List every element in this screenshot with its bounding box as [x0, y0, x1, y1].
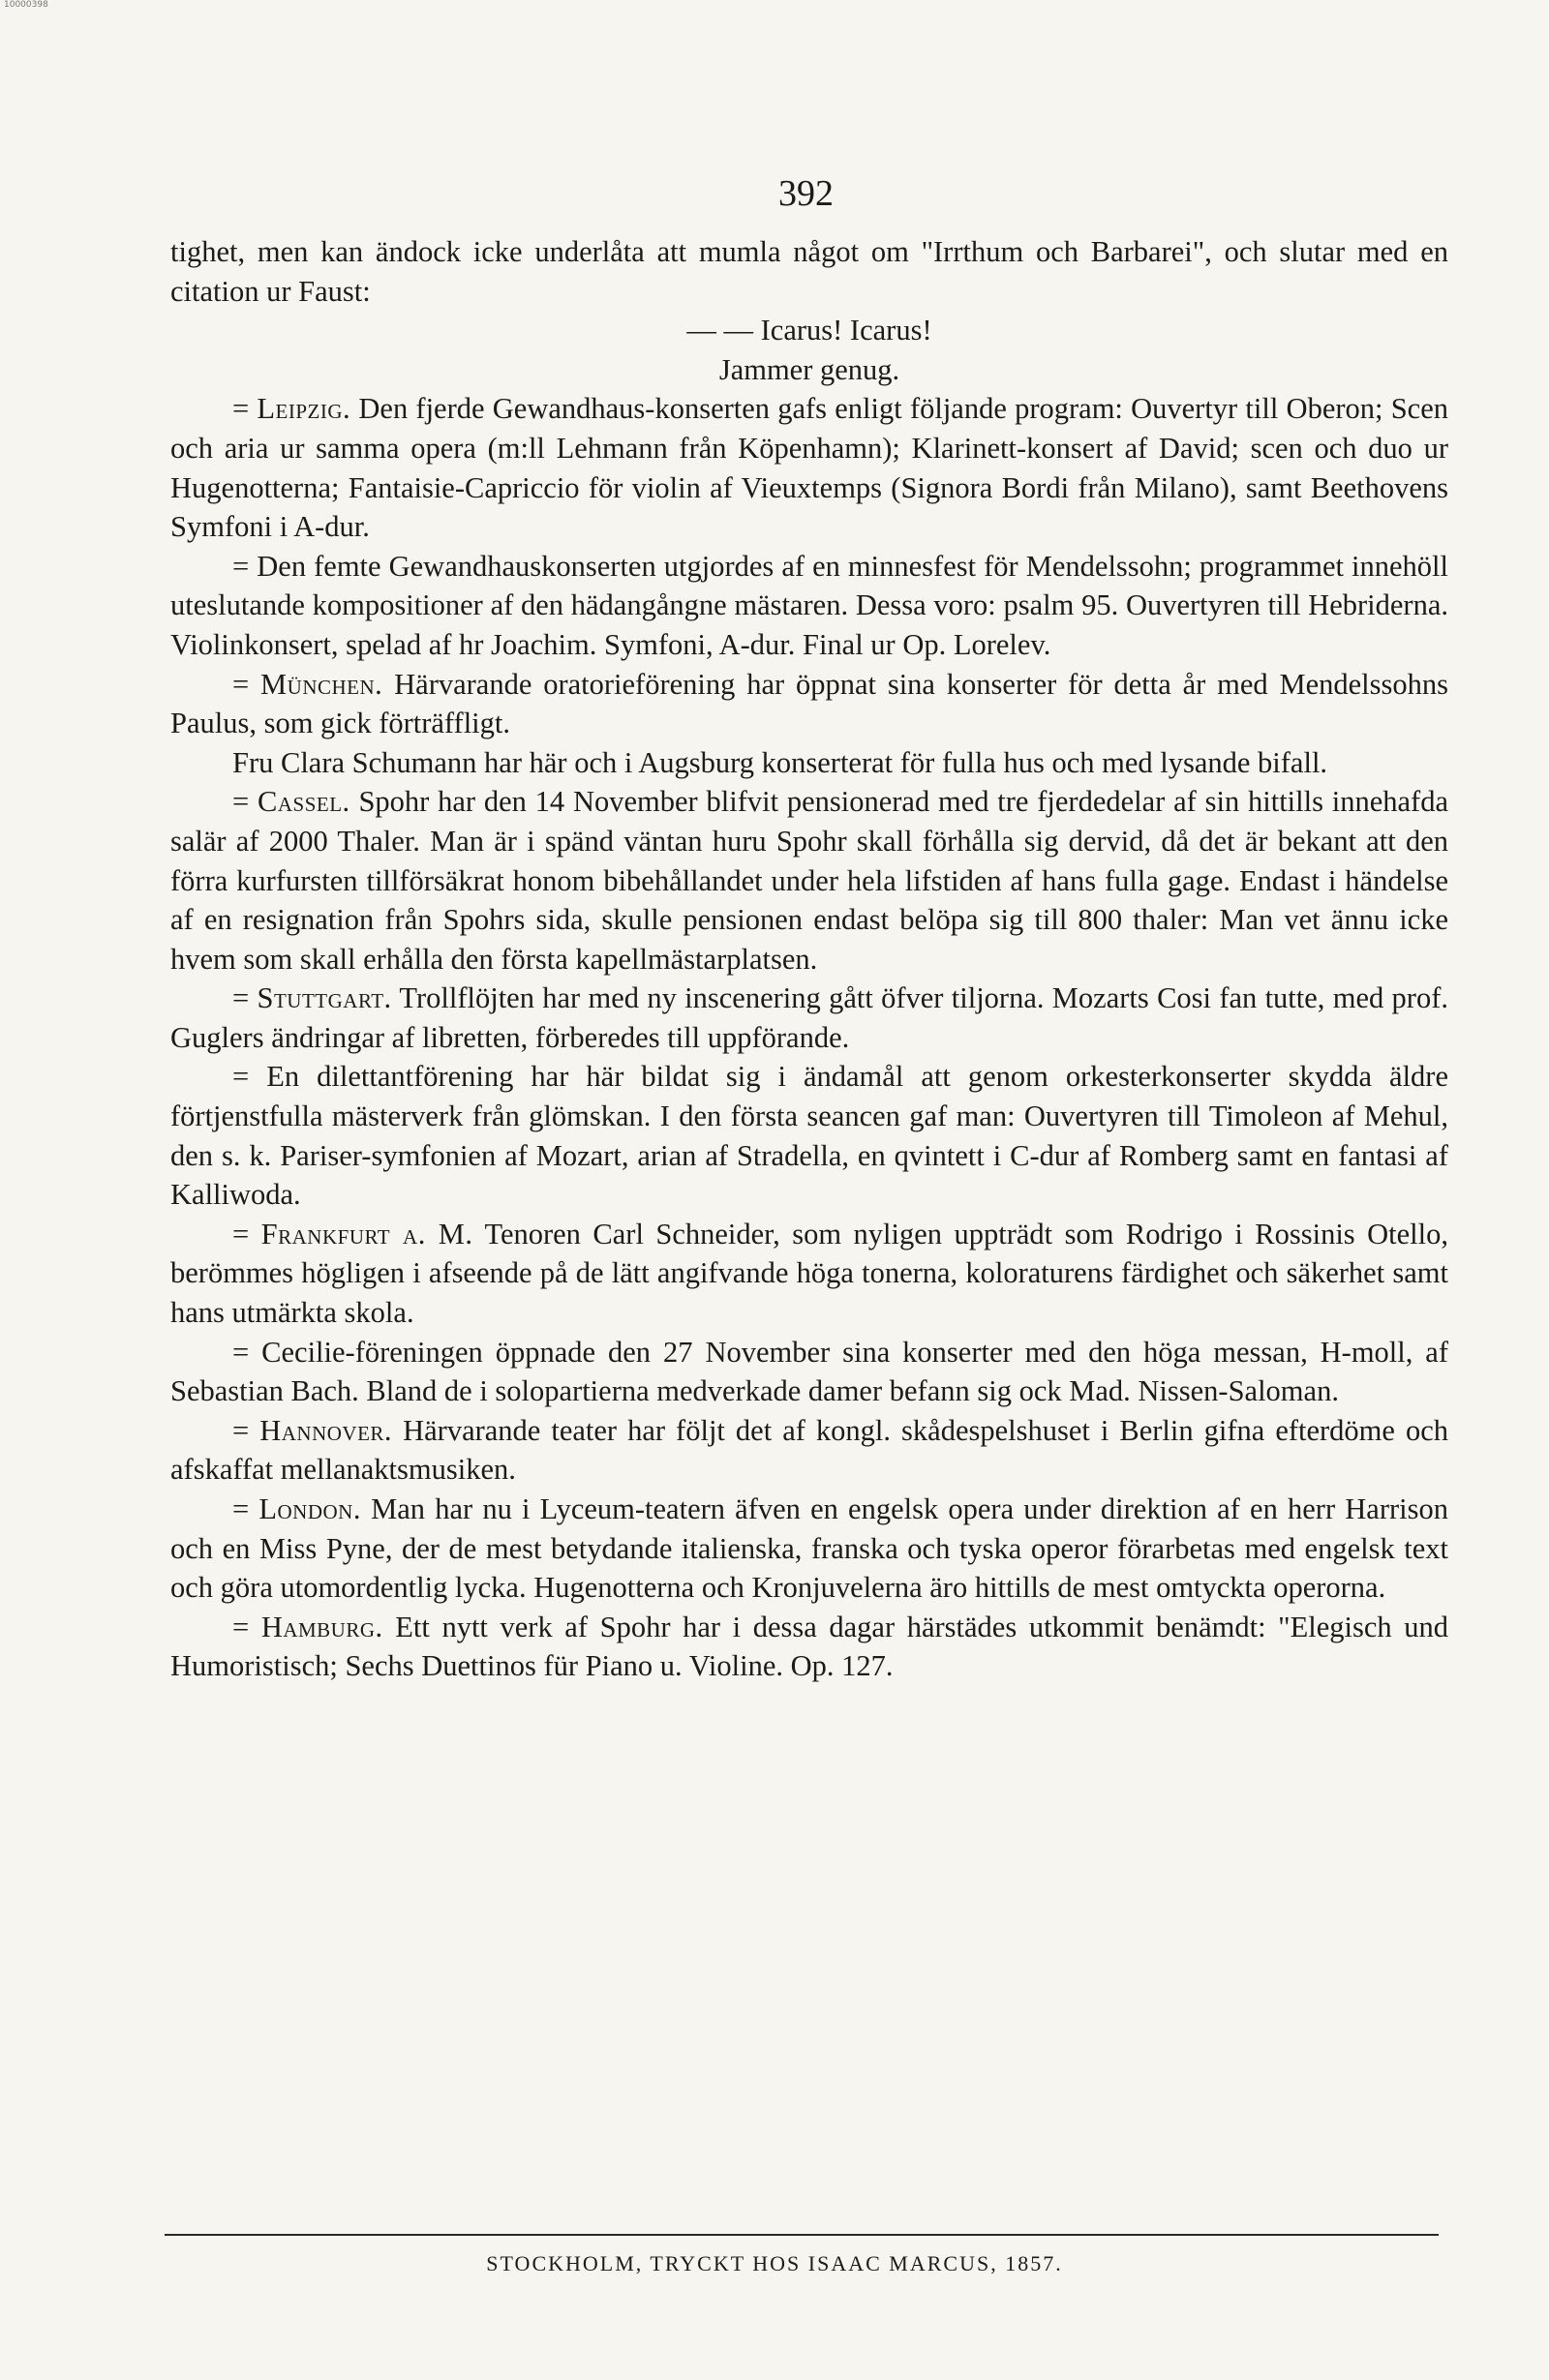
news-text: Härvarande teater har följt det af kongl. skådespelshuset i Berlin gifna efterdöme och afskaffat mellanaktsmusiken.: [170, 1413, 1449, 1487]
news-text: Man har nu i Lyceum-teatern äfven en engelsk opera under direktion af en herr Harrison och en Miss Pyne, der de mest betydande italienska, franska och tyska operor förarbetas med engelsk text och göra utomordentlig lycka. Hugenotterna och Kronjuvelerna äro hittills de mest omtyckta operorna.: [170, 1492, 1448, 1605]
equals-rule-icon: =: [232, 392, 258, 426]
news-text: Den femte Gewandhauskonserten utgjordes af en minnesfest för Mendelssohn; programmet innehöll uteslutande kompositioner af den hädangångne mästaren. Dessa voro: psalm 95. Ouvertyren till Hebriderna. Violinkonsert, spelad af hr Joachim. Symfoni, A-dur. Final ur Op. Lorelev.: [170, 549, 1449, 661]
news-paragraph: [170, 743, 1448, 783]
news-text: Cecilie-föreningen öppnade den 27 November sina konserter med den höga messan, H-moll, af Sebastian Bach. Bland de i solopartierna medverkade damer befann sig ock Mad. Nissen-Saloman.: [170, 1335, 1449, 1408]
news-text: Tenoren Carl Schneider, som nyligen uppträdt som Rodrigo i Rossinis Otello, berömmes högligen i afseende på de lätt angifvande höga tonerna, koloraturens färdighet och säkerhet samt hans utmärkta skola.: [170, 1217, 1449, 1330]
equals-rule-icon: =: [232, 1413, 260, 1447]
equals-rule-icon: =: [232, 1492, 259, 1525]
news-paragraph: [170, 1057, 1448, 1214]
news-paragraph: [170, 1411, 1448, 1490]
news-paragraph: [170, 1333, 1448, 1411]
place-name: Frankfurt a. M.: [260, 1217, 473, 1250]
faust-quote-line-1: — — Icarus! Icarus!: [686, 314, 932, 347]
news-paragraph: [170, 979, 1448, 1057]
scan-id: 10000398: [4, 0, 48, 10]
equals-rule-icon: =: [232, 667, 261, 701]
news-paragraph: [170, 547, 1448, 665]
news-paragraph: [170, 1490, 1448, 1608]
news-text: Den fjerde Gewandhaus-konserten gafs enligt följande program: Ouvertyr till Oberon; Scen och aria ur samma opera (m:ll Lehmann från Köpenhamn); Klarinett-konsert af David; scen och duo ur Hugenotterna; Fantaisie-Capriccio för violin af Vieuxtemps (Signora Bordi från Milano), samt Beethovens Symfoni i A-dur.: [170, 392, 1448, 544]
place-name: Hamburg.: [260, 1610, 383, 1643]
body-text: [170, 232, 1448, 1686]
news-paragraph: [170, 389, 1448, 546]
news-paragraph: [170, 1608, 1448, 1686]
news-text: Fru Clara Schumann har här och i Augsburg konserterat för fulla hus och med lysande bifall.: [232, 745, 1328, 779]
news-text: En dilettantförening har här bildat sig i ändamål att genom orkesterkonserter skydda äldre förtjenstfulla mästerverk från glömskan. I den första seancen gaf man: Ouvertyren till Timoleon af Mehul, den s. k. Pariser-symfonien af Mozart, arian af Stradella, en qvintett i C-dur af Romberg samt en fantasi af Kalliwoda.: [170, 1060, 1448, 1212]
place-name: London.: [258, 1492, 361, 1525]
place-name: Hannover.: [259, 1413, 393, 1447]
equals-rule-icon: =: [232, 981, 258, 1015]
news-text: Spohr har den 14 November blifvit pensionerad med tre fjerdedelar af sin hittills innehafda salär af 2000 Thaler. Man är i spänd väntan huru Spohr skall förhålla sig dervid, då det är bekant att den förra kurfursten tillförsäkrat honom bibehållandet under hela lifstiden af hans fulla gage. Endast i händelse af en resignation från Spohrs sida, skulle pensionen endast belöpa sig till 800 thaler: Man vet ännu icke hvem som skall erhålla den första kapellmästarplatsen.: [170, 785, 1448, 976]
place-name: Cassel.: [258, 785, 350, 819]
opening-paragraph: tighet, men kan ändock icke underlåta att mumla något om "Irrthum och Barbarei", och slutar med en citation ur Faust:: [170, 235, 1448, 308]
news-text: Härvarande oratorieförening har öppnat sina konserter för detta år med Mendelssohns Paulus, som gick förträffligt.: [170, 667, 1449, 740]
news-paragraph: [170, 782, 1448, 979]
equals-rule-icon: =: [232, 785, 258, 819]
equals-rule-icon: =: [232, 1335, 262, 1369]
faust-quote-line-2: Jammer genug.: [718, 352, 900, 386]
news-text: Ett nytt verk af Spohr har i dessa dagar härstädes utkommit benämdt: "Elegisch und Humoristisch; Sechs Duettinos für Piano u. Violine. Op. 127.: [170, 1610, 1448, 1683]
news-paragraph: [170, 665, 1448, 743]
equals-rule-icon: =: [232, 1060, 267, 1094]
place-name: Stuttgart.: [257, 981, 392, 1015]
footer-rule: [165, 2234, 1439, 2236]
news-text: Trollflöjten har med ny inscenering gått öfver tiljorna. Mozarts Cosi fan tutte, med prof. Guglers ändringar af libretten, förberedes till uppförande.: [170, 981, 1448, 1054]
news-paragraph: [170, 1215, 1448, 1333]
equals-rule-icon: =: [232, 549, 258, 583]
equals-rule-icon: =: [232, 1217, 261, 1250]
place-name: München.: [260, 667, 383, 701]
page-number: 392: [778, 173, 834, 214]
printer-imprint: STOCKHOLM, TRYCKT HOS ISAAC MARCUS, 1857.: [486, 2251, 1063, 2275]
place-name: Leipzig.: [257, 392, 351, 426]
news-sections: [170, 389, 1448, 1686]
equals-rule-icon: =: [232, 1610, 261, 1643]
